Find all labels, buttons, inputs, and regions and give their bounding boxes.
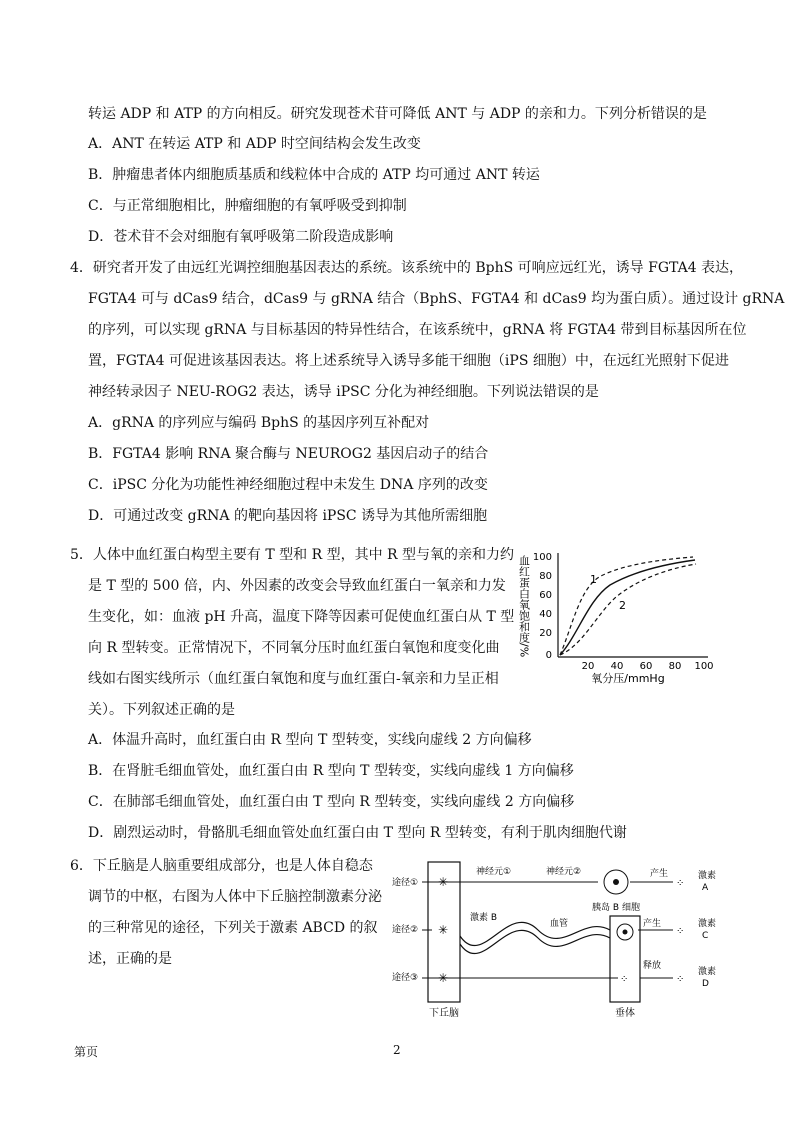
ytick-label: 80 [539,571,552,582]
vessel-label: 血管 [550,919,569,929]
q6-stem-2: 调节的中枢，右图为人体中下丘脑控制激素分泌 [88,889,382,905]
blood-vessel-inner [460,930,610,953]
q3-option-c: C．与正常细胞相比，肿瘤细胞的有氧呼吸受到抑制 [88,198,407,214]
chart-ylabel: 血红蛋白氧饱和度/% [518,555,531,658]
path-3-label: 途径③ [392,973,419,983]
q4-option-b: B．FGTA4 影响 RNA 聚合酶与 NEUROG2 基因启动子的结合 [88,446,489,462]
q3-option-a: A．ANT 在转运 ATP 和 ADP 时空间结构会发生改变 [88,136,421,152]
q4-stem-4: 置，FGTA4 可促进该基因表达。将上述系统导入诱导多能干细胞（iPS 细胞）中，在远红光照射下促进 [88,353,729,369]
islet-label: 胰岛 B 细胞 [592,903,640,913]
q3-stem-end: 转运 ADP 和 ATP 的方向相反。研究发现苍术苷可降低 ANT 与 ADP 的亲和力。下列分析错误的是 [88,106,707,122]
produce-2-label: 产生 [643,919,662,929]
q4-stem-2: FGTA4 可与 dCas9 结合，dCas9 与 gRNA 结合（BphS、FGTA4 和 dCas9 均为蛋白质）。通过设计 gRNA [88,291,785,307]
hormone-a-label-1: 激素 [698,871,717,881]
q4-option-a: A．gRNA 的序列应与编码 BphS 的基因序列互补配对 [88,415,430,431]
neuron-symbol: ✳ [438,923,449,937]
hypothalamus-label: 下丘脑 [429,1008,459,1019]
q3-option-b: B．肿瘤患者体内细胞质基质和线粒体中合成的 ATP 均可通过 ANT 转运 [88,167,540,183]
hormone-b-label: 激素 B [470,913,498,923]
q6-stem-1: 6．下丘脑是人脑重要组成部分，也是人体自稳态 [70,858,373,874]
q5-option-d: D．剧烈运动时，骨骼肌毛细血管处血红蛋白由 T 型向 R 型转变，有利于肌肉细胞代谢 [88,825,627,841]
blood-vessel [460,922,610,945]
neuron-symbol: ✳ [438,875,449,889]
solid-curve [560,560,695,655]
hormone-d-label-1: 激素 [698,967,717,977]
q4-stem-3: 的序列，可以实现 gRNA 与目标基因的特异性结合，在该系统中，gRNA 将 FGTA4 带到目标基因所在位 [88,322,747,338]
q3-option-d: D．苍术苷不会对细胞有氧呼吸第二阶段造成影响 [88,229,394,245]
ytick-label: 100 [532,552,552,563]
q4-option-d: D．可通过改变 gRNA 的靶向基因将 iPSC 诱导为其他所需细胞 [88,508,488,524]
pituitary-cell-nucleus [623,930,628,935]
path-1-label: 途径① [392,878,419,888]
q5-option-a: A．体温升高时，血红蛋白由 R 型向 T 型转变，实线向虚线 2 方向偏移 [88,732,532,748]
hormone-dots: ⁘ [676,926,685,937]
hormone-dots: ⁘ [676,878,685,889]
produce-1-label: 产生 [650,869,669,879]
ytick-label: 20 [539,628,552,639]
neuron-1-label: 神经元① [476,867,512,877]
curve-2-label: 2 [619,599,626,612]
islet-cell-nucleus [613,879,619,885]
q4-stem-5: 神经转录因子 NEU-ROG2 表达，诱导 iPSC 分化为神经细胞。下列说法错误的是 [88,384,599,400]
path-2-label: 途径② [392,925,419,935]
xtick-label: 60 [639,661,653,672]
pituitary-label: 垂体 [615,1008,635,1019]
release-label: 释放 [643,961,662,971]
pituitary-box [610,916,640,1002]
neuron-symbol: ✳ [438,971,449,985]
hormone-d-label-2: D [702,979,709,989]
xtick-label: 40 [610,661,624,672]
ytick-label: 40 [539,609,552,620]
q5-stem-1: 5．人体中血红蛋白构型主要有 T 型和 R 型，其中 R 型与氧的亲和力约 [70,547,515,563]
q6-stem-3: 的三种常见的途径，下列关于激素 ABCD 的叙 [88,920,378,936]
ytick-label: 0 [545,650,552,661]
hormone-c-label-2: C [702,931,709,941]
page-number: 2 [393,1043,401,1057]
hormone-a-label-2: A [702,883,709,893]
dashed-curve-2 [560,564,696,655]
q5-option-c: C．在肺部毛细血管处，血红蛋白由 T 型向 R 型转变，实线向虚线 2 方向偏移 [88,794,575,810]
xtick-label: 100 [694,661,714,672]
xtick-label: 80 [668,661,682,672]
xtick-label: 20 [581,661,595,672]
curve-1-label: 1 [590,573,597,586]
q5-stem-6: 关）。下列叙述正确的是 [88,702,235,718]
q5-stem-3: 生变化，如：血液 pH 升高，温度下降等因素可促使血红蛋白从 T 型 [88,609,515,625]
q6-stem-4: 述，正确的是 [88,951,172,967]
hormone-pathway-diagram [388,860,728,1020]
q5-stem-2: 是 T 型的 500 倍，内、外因素的改变会导致血红蛋白一氧亲和力发 [88,578,506,594]
neuron-2-label: 神经元② [546,867,582,877]
q5-option-b: B．在肾脏毛细血管处，血红蛋白由 R 型向 T 型转变，实线向虚线 1 方向偏移 [88,763,574,779]
hormone-dots: ⁘ [620,974,629,985]
chart-xlabel: 氧分压/mmHg [591,672,665,685]
q4-option-c: C．iPSC 分化为功能性神经细胞过程中未发生 DNA 序列的改变 [88,477,488,493]
hormone-dots: ⁘ [676,974,685,985]
q5-stem-5: 线如右图实线所示（血红蛋白氧饱和度与血红蛋白-氧亲和力呈正相 [88,671,499,687]
q4-stem-1: 4．研究者开发了由远红光调控细胞基因表达的系统。该系统中的 BphS 可响应远红光，诱导 FGTA4 表达， [70,260,744,276]
ytick-label: 60 [539,590,552,601]
q5-stem-4: 向 R 型转变。正常情况下，不同氧分压时血红蛋白氧饱和度变化曲 [88,640,500,656]
footer-label: 第页 [74,1045,99,1059]
hormone-c-label-1: 激素 [698,919,717,929]
oxygen-saturation-chart [518,545,728,685]
